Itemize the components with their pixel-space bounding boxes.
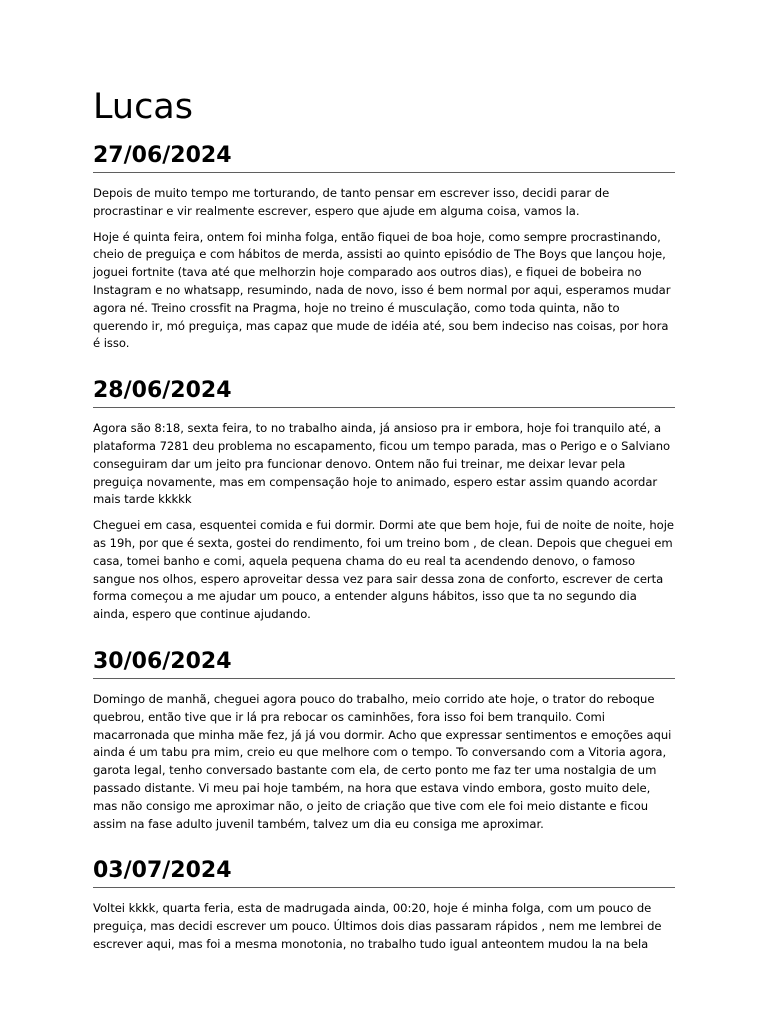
entry-paragraph: Depois de muito tempo me torturando, de tanto pensar em escrever isso, decidi parar de procrastinar e vir realmente escrever, espero que ajude em alguma coisa, vamos la. [93, 186, 610, 218]
entry-body [93, 185, 675, 353]
diary-entry [93, 857, 675, 953]
entry-paragraph: Domingo de manhã, cheguei agora pouco do trabalho, meio corrido ate hoje, o trator do reboque quebrou, então tive que ir lá pra rebocar os caminhões, fora isso foi bem tranquilo. Comi macarronada que minha mãe fez, já já vou dormir. Acho que expressar sentimentos e emoções aqui ainda é um tabu pra mim, creio eu que melhore com o tempo. To conversando com a Vitoria agora, garota legal, tenho conversado bastante com ela, de certo ponto me faz ter uma nostalgia de um passado distante. Vi meu pai hoje também, na hora que estava vindo embora, gosto muito dele, mas não consigo me aproximar não, o jeito de criação que tive com ele foi meio distante e ficou assim na fase adulto juvenil também, talvez um dia eu consiga me aproximar. [93, 691, 672, 831]
entry-body [93, 900, 675, 953]
entry-paragraph: Hoje é quinta feira, ontem foi minha folga, então fiquei de boa hoje, como sempre procrastinando, cheio de preguiça e com hábitos de merda, assisti ao quinto episódio de The Boys que lançou hoje, joguei fortnite (tava até que melhorzin hoje comparado aos outros dias), e fiquei de bobeira no Instagram e no whatsapp, resumindo, nada de novo, isso é bem normal por aqui, esperamos mudar agora né. Treino crossfit na Pragma, hoje no treino é musculação, como toda quinta, não to querendo ir, mó preguiça, mas capaz que mude de idéia até, sou bem indeciso nas coisas, por hora é isso. [93, 229, 671, 351]
entry-paragraph: Voltei kkkk, quarta feria, esta de madrugada ainda, 00:20, hoje é minha folga, com um pouco de preguiça, mas decidi escrever um pouco. Últimos dois dias passaram rápidos , nem me lembrei de escrever aqui, mas foi a mesma monotonia, no trabalho tudo igual anteontem mudou la na bela [93, 901, 662, 951]
entry-body [93, 420, 675, 624]
entry-date-heading: 30/06/2024 [93, 648, 675, 679]
entry-date-heading: 27/06/2024 [93, 142, 675, 173]
entry-paragraph: Cheguei em casa, esquentei comida e fui dormir. Dormi ate que bem hoje, fui de noite de noite, hoje as 19h, por que é sexta, gostei do rendimento, foi um treino bom , de clean. Depois que cheguei em casa, tomei banho e comi, aquela pequena chama do eu real ta acendendo denovo, o famoso sangue nos olhos, espero aproveitar dessa vez para sair dessa zona de conforto, escrever de certa forma começou a me ajudar um pouco, a entender alguns hábitos, isso que ta no segundo dia ainda, espero que continue ajudando. [93, 518, 674, 622]
entry-date-heading: 03/07/2024 [93, 857, 675, 888]
entry-paragraph: Agora são 8:18, sexta feira, to no trabalho ainda, já ansioso pra ir embora, hoje foi tranquilo até, a plataforma 7281 deu problema no escapamento, ficou um tempo parada, mas o Perigo e o Salviano conseguiram dar um jeito pra funcionar denovo. Ontem não fui treinar, me deixar levar pela preguiça novamente, mas em compensação hoje to animado, espero estar assim quando acordar mais tarde kkkkk [93, 421, 671, 507]
document-title: Lucas [93, 87, 193, 127]
diary-entry [93, 648, 675, 833]
document-page [93, 86, 675, 978]
diary-entry [93, 377, 675, 624]
entry-body [93, 691, 675, 833]
entry-date-heading: 28/06/2024 [93, 377, 675, 408]
diary-entry [93, 142, 675, 353]
